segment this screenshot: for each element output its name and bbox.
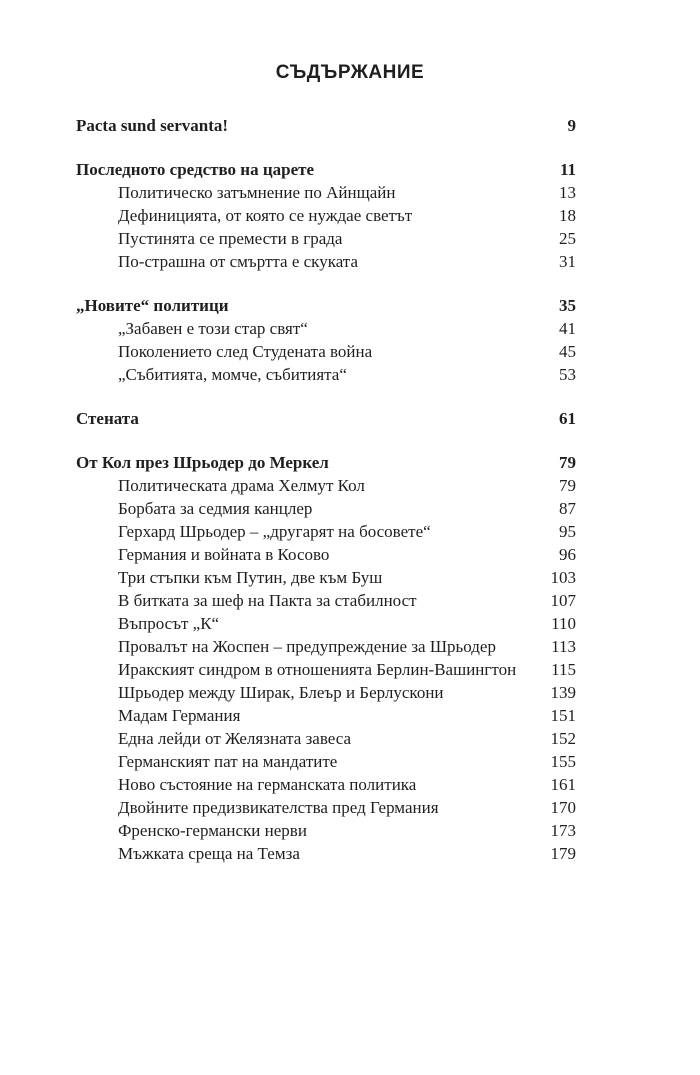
- entry-page-number: 79: [559, 476, 576, 495]
- toc-entry: [76, 317, 576, 340]
- entry-title: Провалът на Жоспен – предупреждение за Шрьодер: [118, 637, 496, 656]
- section-title: „Новите“ политици: [76, 296, 229, 315]
- entry-page-number: 170: [550, 798, 576, 817]
- toc-entry: [76, 681, 576, 704]
- section-heading: [76, 407, 576, 430]
- section-heading: [76, 451, 576, 474]
- toc-entry: [76, 727, 576, 750]
- entry-page-number: 18: [559, 206, 576, 225]
- section-title: Последното средство на царете: [76, 160, 315, 179]
- entry-page-number: 31: [559, 252, 576, 271]
- entry-page-number: 25: [559, 229, 576, 248]
- entry-title: Мъжката среща на Темза: [118, 844, 300, 863]
- entry-title: Политическо затъмнение по Айнщайн: [118, 183, 396, 202]
- entry-title: Борбата за седмия канцлер: [118, 499, 313, 518]
- entry-title: Шрьодер между Ширак, Блеър и Берлускони: [118, 683, 444, 702]
- toc-entry: [76, 635, 576, 658]
- section-page-number: 61: [559, 409, 576, 428]
- entry-title: Германия и войната в Косово: [118, 545, 330, 564]
- entry-title: Една лейди от Желязната завеса: [118, 729, 352, 748]
- entry-page-number: 107: [550, 591, 576, 610]
- toc-entry: [76, 497, 576, 520]
- entry-title: Три стъпки към Путин, две към Буш: [118, 568, 383, 587]
- entry-title: Двойните предизвикателства пред Германия: [118, 798, 439, 817]
- toc-entry: [76, 181, 576, 204]
- toc-entry: [76, 566, 576, 589]
- entry-page-number: 45: [559, 342, 576, 361]
- toc-section: [76, 294, 576, 386]
- toc-entry: [76, 796, 576, 819]
- entry-title: Иракският синдром в отношенията Берлин-Вашингтон: [118, 660, 517, 679]
- entry-page-number: 173: [550, 821, 576, 840]
- toc-entry: [76, 658, 576, 681]
- toc-entry: [76, 819, 576, 842]
- entry-title: Германският пат на мандатите: [118, 752, 338, 771]
- section-page-number: 11: [559, 160, 576, 179]
- toc-entry: [76, 750, 576, 773]
- section-title: От Кол през Шрьодер до Меркел: [76, 453, 329, 472]
- section-page-number: 79: [559, 453, 576, 472]
- entry-page-number: 151: [550, 706, 576, 725]
- page-title: СЪДЪРЖАНИЕ: [275, 62, 425, 83]
- entry-page-number: 161: [550, 775, 576, 794]
- section-page-number: 35: [559, 296, 576, 315]
- toc-section: [76, 451, 576, 865]
- entry-page-number: 87: [559, 499, 576, 518]
- entry-title: Мадам Германия: [118, 706, 241, 725]
- entry-title: Френско-германски нерви: [118, 821, 307, 840]
- toc-entry: [76, 612, 576, 635]
- toc-entry: [76, 474, 576, 497]
- entry-title: Поколението след Студената война: [118, 342, 373, 361]
- entry-page-number: 110: [551, 614, 576, 633]
- section-heading: [76, 294, 576, 317]
- entry-title: Политическата драма Хелмут Кол: [118, 476, 365, 495]
- entry-page-number: 152: [550, 729, 576, 748]
- entry-page-number: 53: [559, 365, 576, 384]
- toc-entry: [76, 589, 576, 612]
- toc-section: [76, 114, 576, 137]
- toc-section: [76, 158, 576, 273]
- toc-entry: [76, 543, 576, 566]
- toc-entry: [76, 204, 576, 227]
- section-title: Pacta sund servanta!: [76, 116, 229, 135]
- entry-title: Дефиницията, от която се нуждае светът: [118, 206, 413, 225]
- toc-entry: [76, 704, 576, 727]
- entry-page-number: 41: [559, 319, 576, 338]
- entry-page-number: 95: [559, 522, 576, 541]
- entry-title: Герхард Шрьодер – „другарят на босовете“: [118, 522, 431, 541]
- toc-entry: [76, 250, 576, 273]
- toc-entry: [76, 842, 576, 865]
- section-heading: [76, 114, 576, 137]
- toc-entry: [76, 363, 576, 386]
- toc-entry: [76, 520, 576, 543]
- entry-title: По-страшна от смъртта е скуката: [118, 252, 358, 271]
- entry-title: Пустинята се премести в града: [118, 229, 343, 248]
- toc-entry: [76, 227, 576, 250]
- entry-page-number: 155: [550, 752, 576, 771]
- entry-page-number: 179: [550, 844, 576, 863]
- section-page-number: 9: [567, 116, 576, 135]
- toc-section: [76, 407, 576, 430]
- table-of-contents: [76, 114, 576, 886]
- entry-title: Въпросът „К“: [118, 614, 220, 633]
- entry-title: Ново състояние на германската политика: [118, 775, 417, 794]
- toc-entry: [76, 773, 576, 796]
- entry-page-number: 103: [550, 568, 576, 587]
- entry-title: „Забавен е този стар свят“: [118, 319, 308, 338]
- section-heading: [76, 158, 576, 181]
- entry-title: В битката за шеф на Пакта за стабилност: [118, 591, 417, 610]
- section-title: Стената: [76, 409, 139, 428]
- entry-page-number: 115: [551, 660, 576, 679]
- entry-page-number: 113: [551, 637, 576, 656]
- entry-page-number: 13: [559, 183, 576, 202]
- entry-page-number: 139: [550, 683, 576, 702]
- entry-title: „Събитията, момче, събитията“: [118, 365, 347, 384]
- toc-entry: [76, 340, 576, 363]
- entry-page-number: 96: [559, 545, 576, 564]
